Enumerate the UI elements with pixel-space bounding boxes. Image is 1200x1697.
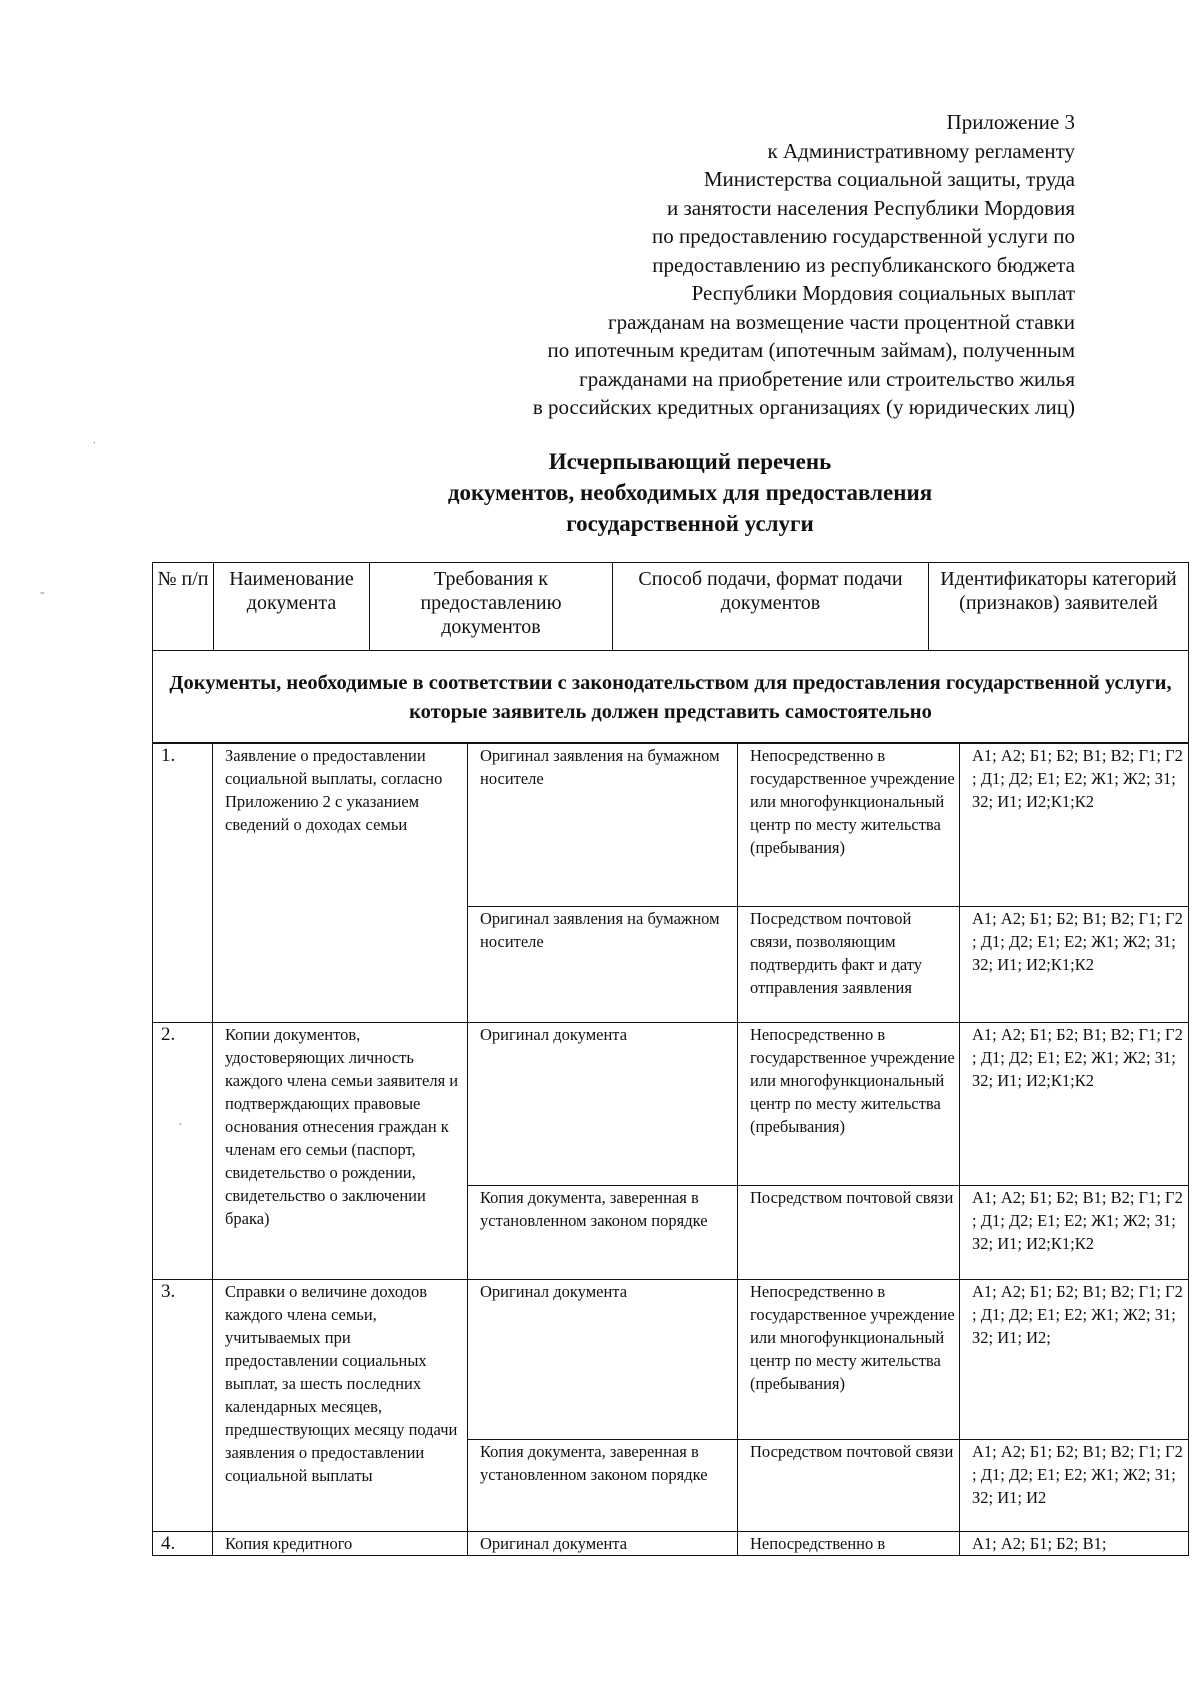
requirement: Оригинал документа [468, 1023, 738, 1186]
appendix-line: и занятости населения Республики Мордовия [666, 195, 1075, 220]
documents-table [152, 743, 1189, 1556]
submission-method: Непосредственно в государственное учреждение или многофункциональный центр по месту жительства (пребывания) [738, 744, 960, 907]
title-line: государственной услуги [566, 511, 814, 536]
appendix-line: гражданам на возмещение части процентной ставки [607, 309, 1075, 334]
documents-table-header [152, 562, 1189, 743]
submission-method: Непосредственно в государственное учреждение или многофункциональный центр по месту жительства (пребывания) [738, 1280, 960, 1440]
title-line: Исчерпывающий перечень [548, 449, 832, 474]
category-ids: А1; А2; Б1; Б2; В1; В2; Г1; Г2 ; Д1; Д2; Е1; Е2; Ж1; Ж2; З1; З2; И1; И2;К1;К2 [960, 744, 1189, 907]
header-document-name: Наименование документа [214, 563, 370, 651]
appendix-line: гражданами на приобретение или строительство жилья [579, 366, 1075, 391]
appendix-line: предоставлению из республиканского бюджета [652, 252, 1075, 277]
appendix-header [533, 108, 1075, 422]
document-name: Справки о величине доходов каждого члена семьи, учитываемых при предоставлении социальных выплат, за шесть последних календарных месяцев, предшествующих месяцу подачи заявления о предоставлении социальной выплаты [213, 1280, 468, 1532]
category-ids: А1; А2; Б1; Б2; В1; В2; Г1; Г2 ; Д1; Д2; Е1; Е2; Ж1; Ж2; З1; З2; И1; И2 [960, 1440, 1189, 1532]
requirement: Оригинал заявления на бумажном носителе [468, 744, 738, 907]
scan-mark: · [178, 1118, 183, 1133]
section-row [153, 651, 1189, 743]
scan-mark: ˙ [92, 440, 97, 455]
submission-method: Непосредственно в государственное учреждение или многофункциональный центр по месту жительства (пребывания) [738, 1023, 960, 1186]
appendix-line: Приложение 3 [946, 110, 1075, 134]
requirement: Копия документа, заверенная в установленном законом порядке [468, 1186, 738, 1280]
header-submission-method: Способ подачи, формат подачи документов [613, 563, 929, 651]
document-name: Копия кредитного [213, 1532, 468, 1556]
requirement: Оригинал документа [468, 1280, 738, 1440]
category-ids: А1; А2; Б1; Б2; В1; В2; Г1; Г2 ; Д1; Д2; Е1; Е2; Ж1; Ж2; З1; З2; И1; И2;К1;К2 [960, 1023, 1189, 1186]
appendix-line: Республики Мордовия социальных выплат [691, 281, 1075, 305]
appendix-line: к Административному регламенту [767, 138, 1075, 163]
table-row [153, 1023, 1189, 1186]
table-row [153, 1532, 1189, 1556]
table-header-row [153, 563, 1189, 651]
section-title: Документы, необходимые в соответствии с законодательством для предоставления государственной услуги, которые заявитель должен представить самостоятельно [153, 651, 1189, 743]
document-title [0, 446, 1200, 539]
table-row [153, 1280, 1189, 1440]
category-ids: А1; А2; Б1; Б2; В1; В2; Г1; Г2 ; Д1; Д2; Е1; Е2; Ж1; Ж2; З1; З2; И1; И2;К1;К2 [960, 907, 1189, 1023]
row-number: 3. [153, 1280, 213, 1532]
requirement: Оригинал документа [468, 1532, 738, 1556]
row-number: 1. [153, 744, 213, 1023]
submission-method: Непосредственно в [738, 1532, 960, 1556]
submission-method: Посредством почтовой связи, позволяющим подтвердить факт и дату отправления заявления [738, 907, 960, 1023]
scan-mark: - [40, 585, 45, 600]
row-number: 4. [153, 1532, 213, 1556]
header-requirements: Требования к предоставлению документов [370, 563, 613, 651]
category-ids: А1; А2; Б1; Б2; В1; В2; Г1; Г2 ; Д1; Д2; Е1; Е2; Ж1; Ж2; З1; З2; И1; И2;К1;К2 [960, 1186, 1189, 1280]
title-line: документов, необходимых для предоставления [447, 480, 933, 505]
appendix-line: по предоставлению государственной услуги по [652, 224, 1075, 248]
requirement: Оригинал заявления на бумажном носителе [468, 907, 738, 1023]
submission-method: Посредством почтовой связи [738, 1440, 960, 1532]
appendix-line: Министерства социальной защиты, труда [703, 167, 1075, 191]
category-ids: А1; А2; Б1; Б2; В1; В2; Г1; Г2 ; Д1; Д2; Е1; Е2; Ж1; Ж2; З1; З2; И1; И2; [960, 1280, 1189, 1440]
header-number: № п/п [153, 563, 214, 651]
header-category-ids: Идентификаторы категорий (признаков) заявителей [929, 563, 1189, 651]
appendix-line: в российских кредитных организациях (у юридических лиц) [532, 395, 1075, 419]
requirement: Копия документа, заверенная в установленном законом порядке [468, 1440, 738, 1532]
category-ids: А1; А2; Б1; Б2; В1; [960, 1532, 1189, 1556]
appendix-line: по ипотечным кредитам (ипотечным займам), полученным [547, 338, 1075, 362]
document-name: Копии документов, удостоверяющих личность каждого члена семьи заявителя и подтверждающих правовые основания отнесения граждан к членам его семьи (паспорт, свидетельство о рождении, свидетельство о заключении брака) [213, 1023, 468, 1280]
document-name: Заявление о предоставлении социальной выплаты, согласно Приложению 2 с указанием сведений о доходах семьи [213, 744, 468, 1023]
row-number: 2. [153, 1023, 213, 1280]
table-row [153, 744, 1189, 907]
submission-method: Посредством почтовой связи [738, 1186, 960, 1280]
